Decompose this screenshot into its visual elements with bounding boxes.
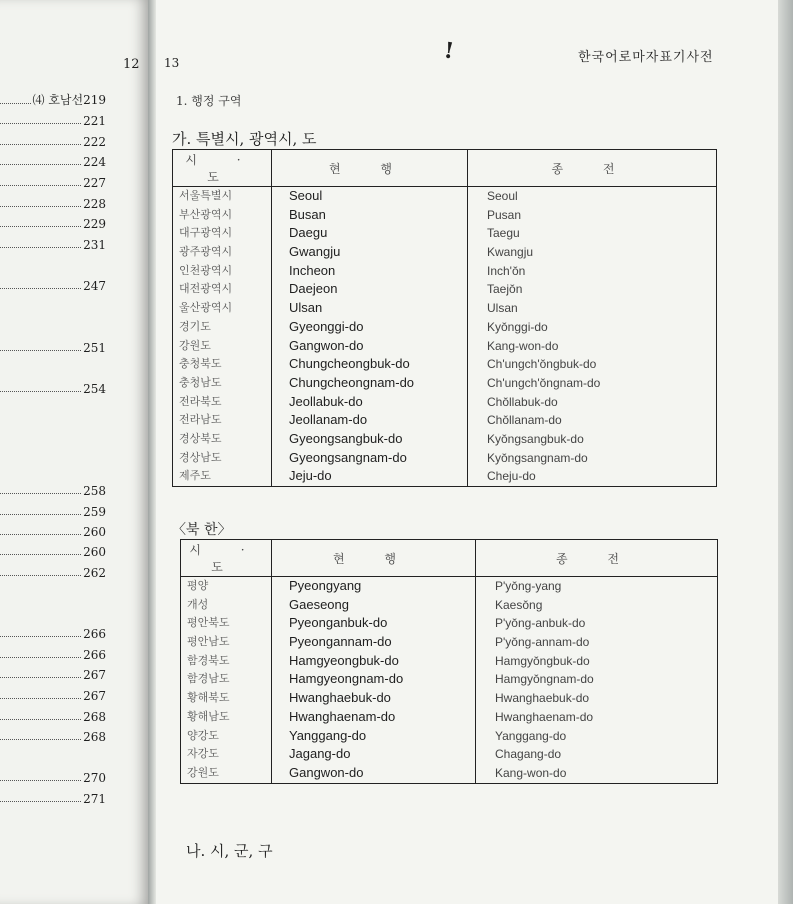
left-page: [0, 0, 148, 904]
toc-entry: [0, 133, 106, 149]
current-column: [272, 577, 476, 784]
former-romanization: Hwanghaebuk-do: [495, 691, 590, 706]
province-cell: 함경남도: [187, 672, 230, 686]
former-romanization: P'yŏng-annam-do: [495, 635, 590, 650]
province-cell: 충청북도: [179, 357, 222, 371]
col-header-current: 현 행: [272, 150, 468, 187]
toc-entry: [0, 277, 106, 293]
subsection-b-title: 나. 시, 군, 구: [186, 842, 273, 860]
former-romanization: Yanggang-do: [495, 728, 567, 743]
toc-page-ref: 258: [83, 484, 106, 498]
current-romanization: Gwangju: [289, 244, 341, 260]
dot-leader: [0, 103, 31, 104]
former-romanization: Kang-won-do: [487, 338, 559, 353]
col-header-province: 시 · 도: [181, 540, 272, 577]
former-romanization: Hamgyŏngnam-do: [495, 672, 594, 687]
toc-entry: [0, 728, 106, 744]
toc-page-ref: 247: [83, 279, 106, 293]
north-table: [180, 539, 718, 784]
province-cell: 경상남도: [179, 450, 222, 464]
current-romanization: Jagang-do: [289, 746, 351, 762]
current-romanization: Pyeonganbuk-do: [289, 615, 388, 631]
dot-leader: [0, 575, 81, 576]
toc-entry: [0, 215, 106, 231]
province-cell: 울산광역시: [179, 301, 233, 315]
province-cell: 광주광역시: [179, 245, 233, 259]
dot-leader: [0, 288, 81, 289]
province-cell: 대전광역시: [179, 282, 233, 296]
former-romanization: Chŏllabuk-do: [487, 394, 558, 409]
toc-page-ref: 271: [83, 792, 106, 806]
toc-page-ref: 222: [83, 135, 106, 149]
toc-page-ref: 251: [83, 341, 106, 355]
current-romanization: Gyeongsangnam-do: [289, 449, 407, 465]
current-romanization: Hwanghaebuk-do: [289, 690, 391, 706]
toc-entry: [0, 666, 106, 682]
dot-leader: [0, 677, 81, 678]
current-column: [272, 187, 468, 487]
province-cell: 서울특별시: [179, 189, 233, 202]
current-romanization: Hamgyeongbuk-do: [289, 652, 399, 668]
current-romanization: Hamgyeongnam-do: [289, 671, 404, 687]
right-page: [156, 0, 778, 904]
toc-entry: [0, 523, 106, 539]
province-cell: 강원도: [187, 765, 219, 779]
toc-page-ref: 260: [83, 525, 106, 539]
toc-page-ref: 221: [83, 114, 106, 128]
col-header-former: 종 전: [476, 540, 718, 577]
toc-entry: [0, 564, 106, 580]
toc-page-ref: 266: [83, 627, 106, 641]
toc-entry: [0, 92, 106, 108]
toc-page-ref: 228: [83, 197, 106, 211]
toc-page-ref: 268: [83, 730, 106, 744]
dot-leader: [0, 636, 81, 637]
province-cell: 평양: [187, 579, 209, 592]
former-romanization: Pusan: [487, 207, 522, 222]
province-cell: 개성: [187, 597, 209, 611]
toc-page-ref: 254: [83, 382, 106, 396]
dot-leader: [0, 493, 81, 494]
former-romanization: Hamgyŏngbuk-do: [495, 653, 590, 668]
former-romanization: Hwanghaenam-do: [495, 709, 594, 724]
current-romanization: Daejeon: [289, 281, 338, 297]
former-romanization: Kang-won-do: [495, 765, 567, 780]
former-romanization: Cheju-do: [487, 469, 536, 484]
province-cell: 평안북도: [187, 616, 230, 630]
former-romanization: Kyŏngsangbuk-do: [487, 431, 584, 446]
former-romanization: Taejŏn: [487, 282, 523, 297]
province-cell: 대구광역시: [179, 226, 233, 240]
dot-leader: [0, 226, 81, 227]
former-romanization: Ulsan: [487, 301, 518, 316]
book-gutter: [148, 0, 156, 904]
former-romanization: Kyŏngsangnam-do: [487, 450, 588, 465]
toc-entry: [0, 769, 106, 785]
toc-page-ref: 231: [83, 238, 106, 252]
dot-leader: [0, 123, 81, 124]
col-header-province: 시 · 도: [173, 150, 272, 187]
toc-entry: [0, 112, 106, 128]
toc-entry: [0, 174, 106, 190]
ink-mark: !: [442, 37, 456, 65]
dot-leader: [0, 534, 81, 535]
dot-leader: [0, 350, 81, 351]
current-romanization: Jeju-do: [289, 468, 332, 484]
toc-page-ref: 267: [83, 668, 106, 682]
current-romanization: Daegu: [289, 225, 328, 241]
dot-leader: [0, 391, 81, 392]
toc-page-ref: 260: [83, 545, 106, 559]
toc-entry: [0, 708, 106, 724]
toc-entry: [0, 625, 106, 641]
province-cell: 경상북도: [179, 431, 222, 445]
current-romanization: Hwanghaenam-do: [289, 708, 396, 724]
current-romanization: Chungcheongbuk-do: [289, 356, 410, 372]
current-romanization: Gyeongsangbuk-do: [289, 430, 403, 446]
toc-entry: [0, 790, 106, 806]
left-page-number: 12: [123, 57, 140, 72]
toc-page-ref: 224: [83, 155, 106, 169]
former-romanization: Chŏllanam-do: [487, 413, 562, 428]
former-romanization: Kaesŏng: [495, 597, 543, 612]
right-page-number: 13: [164, 56, 180, 70]
dot-leader: [0, 185, 81, 186]
province-cell: 평안남도: [187, 635, 230, 649]
province-cell: 전라남도: [179, 413, 222, 427]
current-romanization: Jeollabuk-do: [289, 393, 363, 409]
toc-entry: [0, 153, 106, 169]
subsection-a-title: 가. 특별시, 광역시, 도: [172, 130, 317, 148]
dot-leader: [0, 801, 81, 802]
toc-entry: [0, 339, 106, 355]
province-cell: 부산광역시: [179, 207, 233, 221]
former-column: [476, 577, 718, 784]
current-romanization: Pyeongyang: [289, 578, 362, 593]
toc-entry: [0, 380, 106, 396]
province-cell: 황해북도: [187, 691, 230, 705]
toc-page-ref: 262: [83, 566, 106, 580]
dot-leader: [0, 719, 81, 720]
former-romanization: P'yŏng-anbuk-do: [495, 616, 586, 631]
dot-leader: [0, 780, 81, 781]
current-romanization: Yanggang-do: [289, 727, 367, 743]
province-cell: 제주도: [179, 469, 211, 483]
former-romanization: Ch'ungch'ŏngnam-do: [487, 375, 601, 390]
former-romanization: P'yŏng-yang: [495, 579, 562, 593]
dot-leader: [0, 657, 81, 658]
dot-leader: [0, 206, 81, 207]
former-column: [468, 187, 717, 487]
page-edge: [778, 0, 793, 904]
province-cell: 함경북도: [187, 653, 230, 667]
province-column: [173, 187, 272, 487]
col-header-current: 현 행: [272, 540, 476, 577]
current-romanization: Ulsan: [289, 300, 323, 316]
current-romanization: Seoul: [289, 188, 323, 203]
former-romanization: Kwangju: [487, 245, 534, 260]
current-romanization: Gangwon-do: [289, 764, 364, 780]
north-korea-label: 〈북 한〉: [172, 522, 232, 538]
toc-page-ref: 266: [83, 648, 106, 662]
current-romanization: Gangwon-do: [289, 337, 364, 353]
toc-page-ref: ⑷ 호남선219: [32, 93, 106, 107]
current-romanization: Chungcheongnam-do: [289, 374, 415, 390]
toc-entry: [0, 482, 106, 498]
toc-page-ref: 229: [83, 217, 106, 231]
current-romanization: Incheon: [289, 262, 336, 278]
former-romanization: Inch'ŏn: [487, 263, 526, 278]
dot-leader: [0, 554, 81, 555]
toc-entry: [0, 543, 106, 559]
province-cell: 양강도: [187, 728, 219, 742]
province-cell: 경기도: [179, 319, 211, 333]
current-romanization: Busan: [289, 206, 326, 222]
former-romanization: Kyŏnggi-do: [487, 319, 548, 334]
toc-entry: [0, 646, 106, 662]
toc-page-ref: 259: [83, 505, 106, 519]
south-table: [172, 149, 717, 487]
province-cell: 전라북도: [179, 394, 222, 408]
current-romanization: Gaeseong: [289, 596, 349, 612]
dot-leader: [0, 144, 81, 145]
toc-page-ref: 268: [83, 710, 106, 724]
dot-leader: [0, 247, 81, 248]
province-cell: 황해남도: [187, 709, 230, 723]
dot-leader: [0, 164, 81, 165]
province-cell: 자강도: [187, 747, 219, 761]
toc-entry: [0, 195, 106, 211]
former-romanization: Chagang-do: [495, 747, 562, 762]
current-romanization: Jeollanam-do: [289, 412, 368, 428]
current-romanization: Pyeongannam-do: [289, 634, 392, 650]
toc-entry: [0, 236, 106, 252]
toc-page-ref: 227: [83, 176, 106, 190]
col-header-former: 종 전: [468, 150, 717, 187]
book-title: 한국어로마자표기사전: [578, 50, 714, 65]
toc-page-ref: 267: [83, 689, 106, 703]
former-romanization: Ch'ungch'ŏngbuk-do: [487, 357, 597, 372]
toc-entry: [0, 687, 106, 703]
former-romanization: Seoul: [487, 189, 518, 203]
province-cell: 충청남도: [179, 375, 222, 389]
former-romanization: Taegu: [487, 226, 520, 241]
dot-leader: [0, 514, 81, 515]
province-column: [181, 577, 272, 784]
dot-leader: [0, 739, 81, 740]
dot-leader: [0, 698, 81, 699]
province-cell: 인천광역시: [179, 263, 233, 277]
toc-page-ref: 270: [83, 771, 106, 785]
toc-entry: [0, 503, 106, 519]
section-title: 1. 행정 구역: [176, 94, 242, 108]
province-cell: 강원도: [179, 338, 211, 352]
current-romanization: Gyeonggi-do: [289, 318, 364, 334]
